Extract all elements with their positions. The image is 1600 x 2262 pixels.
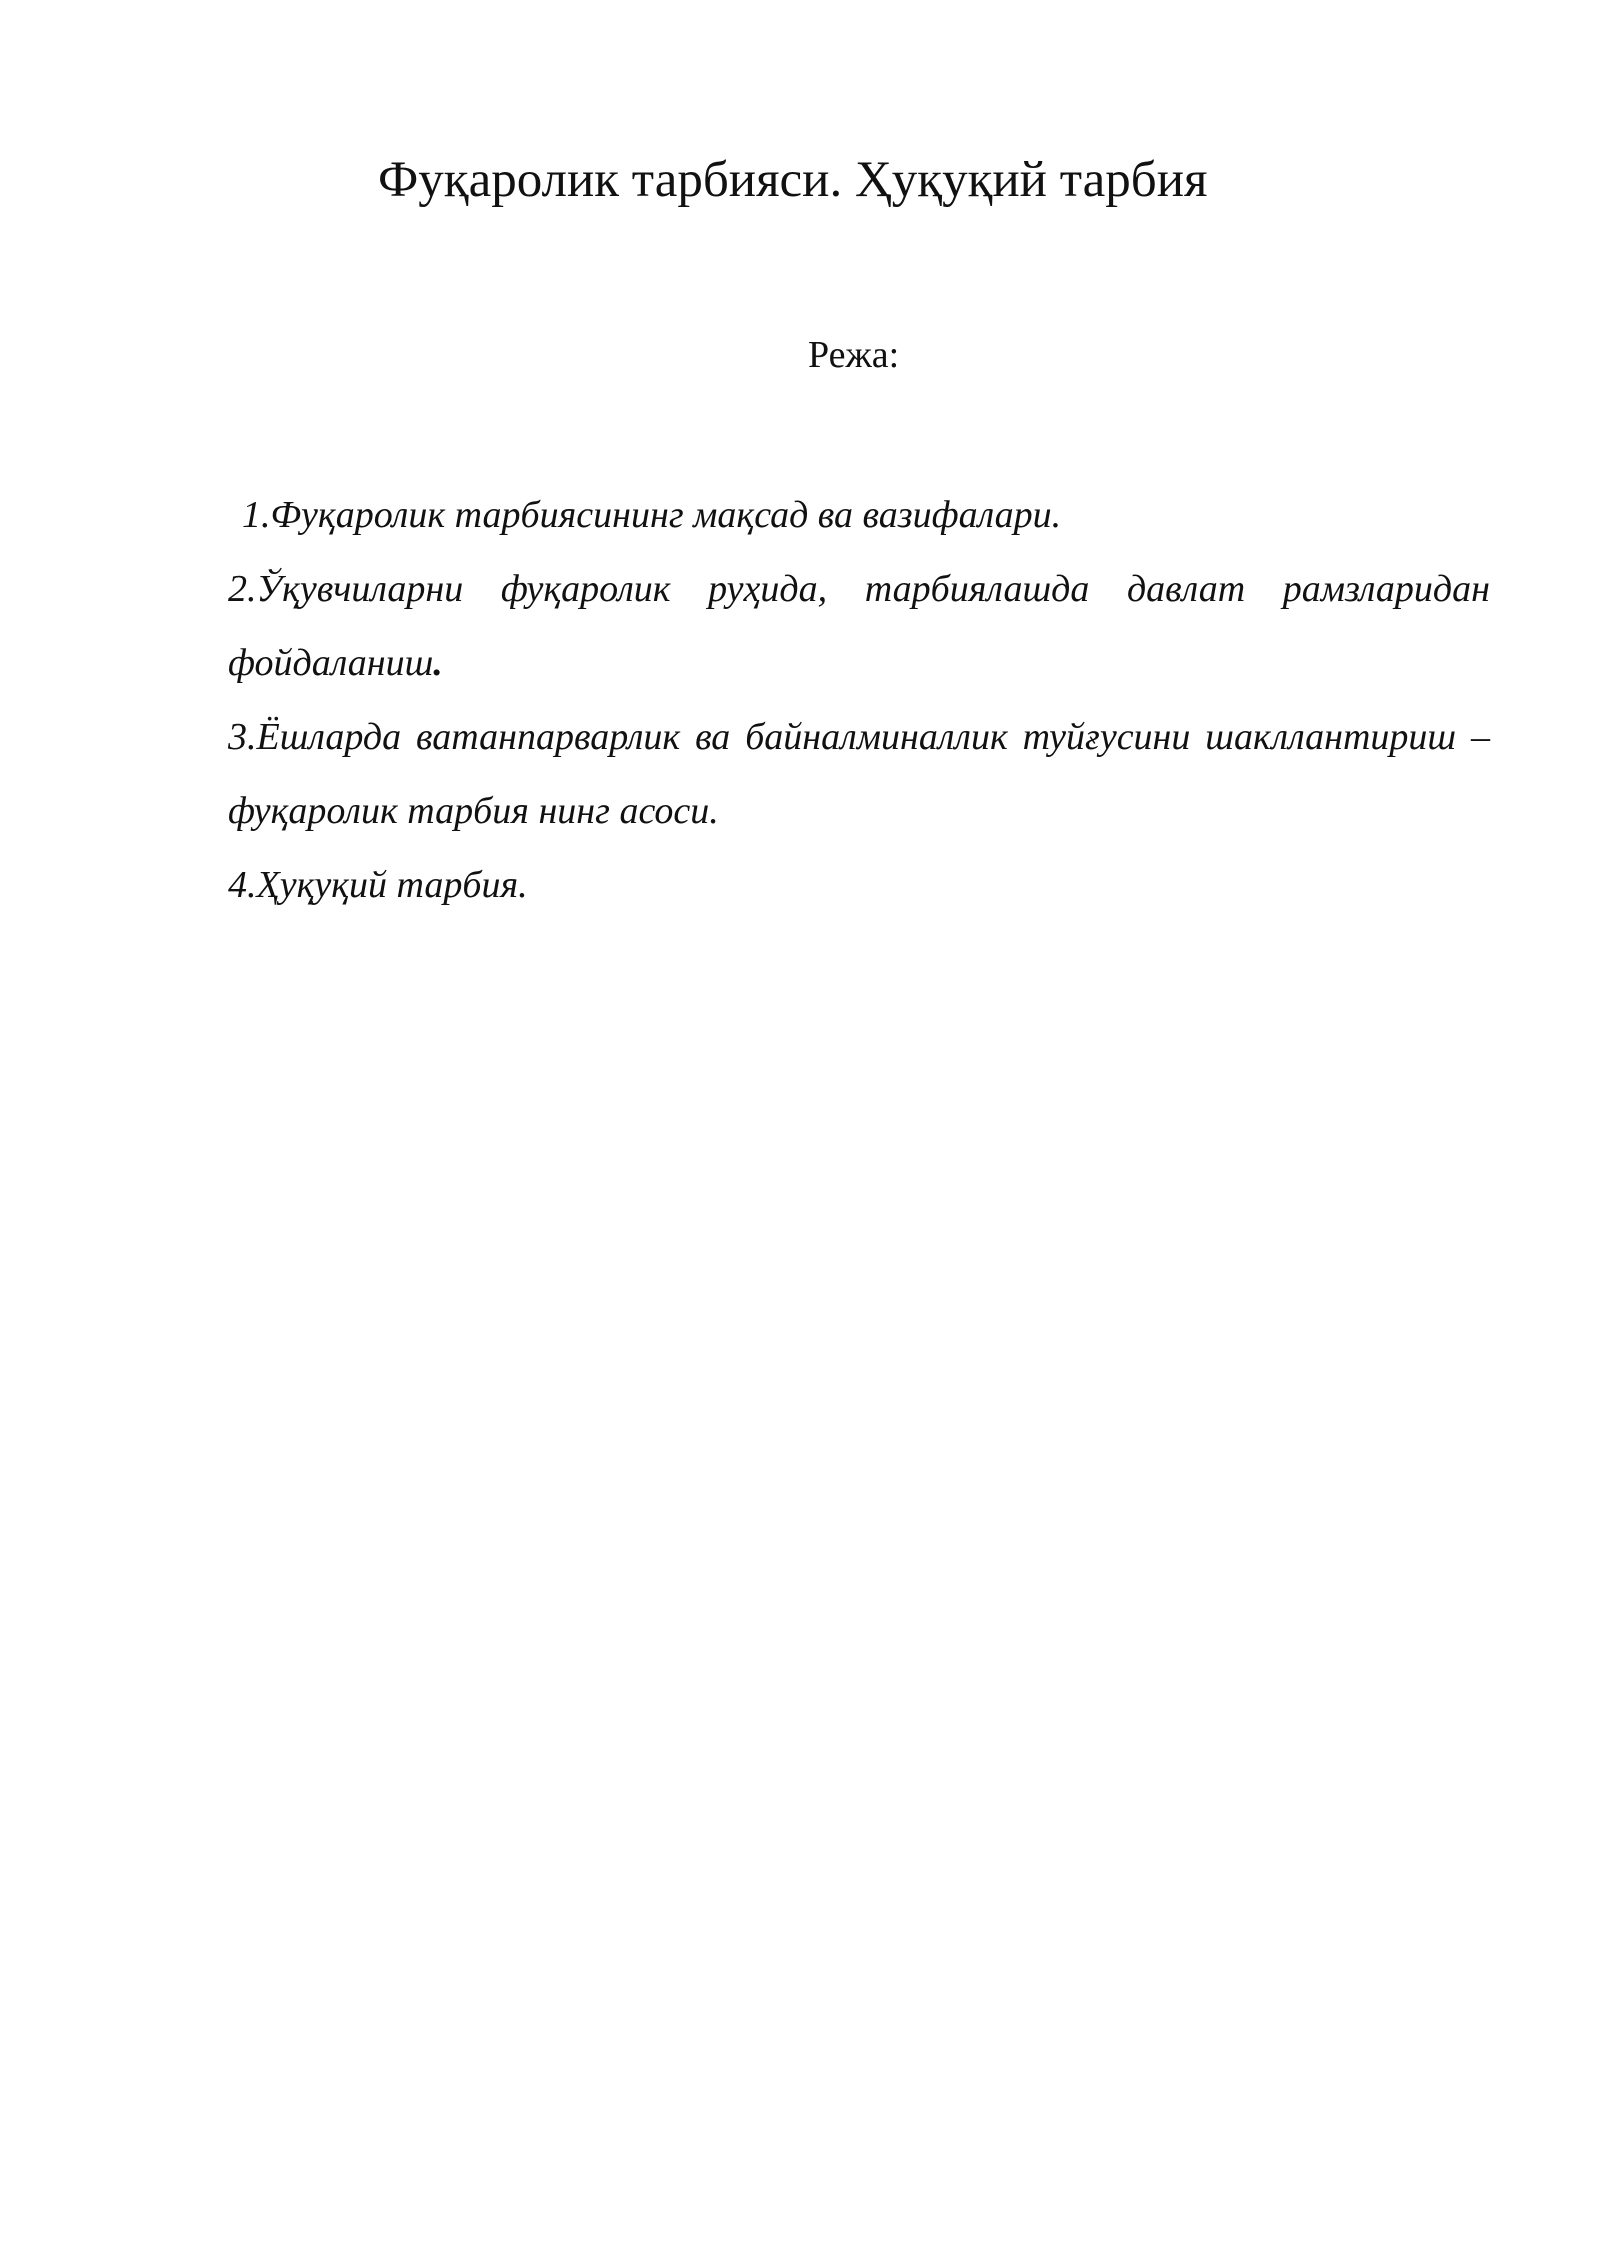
plan-item-1 [228,478,1490,552]
plan-item-trailing-dot: . [433,642,443,684]
plan-list [228,478,1490,922]
document-title: Фуқаролик тарбияси. Ҳуқуқий тарбия [378,152,1208,208]
plan-item-3 [228,700,1490,848]
plan-item-4 [228,848,1490,922]
plan-item-text: 4.Ҳуқуқий тарбия. [228,864,528,906]
plan-item-text: 1.Фуқаролик тарбиясининг мақсад ва вазифалари. [242,494,1062,536]
plan-label: Режа: [808,334,900,376]
plan-item-text: 2.Ўқувчиларни фуқаролик руҳида, тарбиялашда давлат рамзларидан фойдаланиш [228,568,1490,684]
plan-item-text: 3.Ёшларда ватанпарварлик ва байналминаллик туйғусини шакллантириш – фуқаролик тарбия нинг асоси. [228,716,1490,832]
plan-item-2 [228,552,1490,700]
